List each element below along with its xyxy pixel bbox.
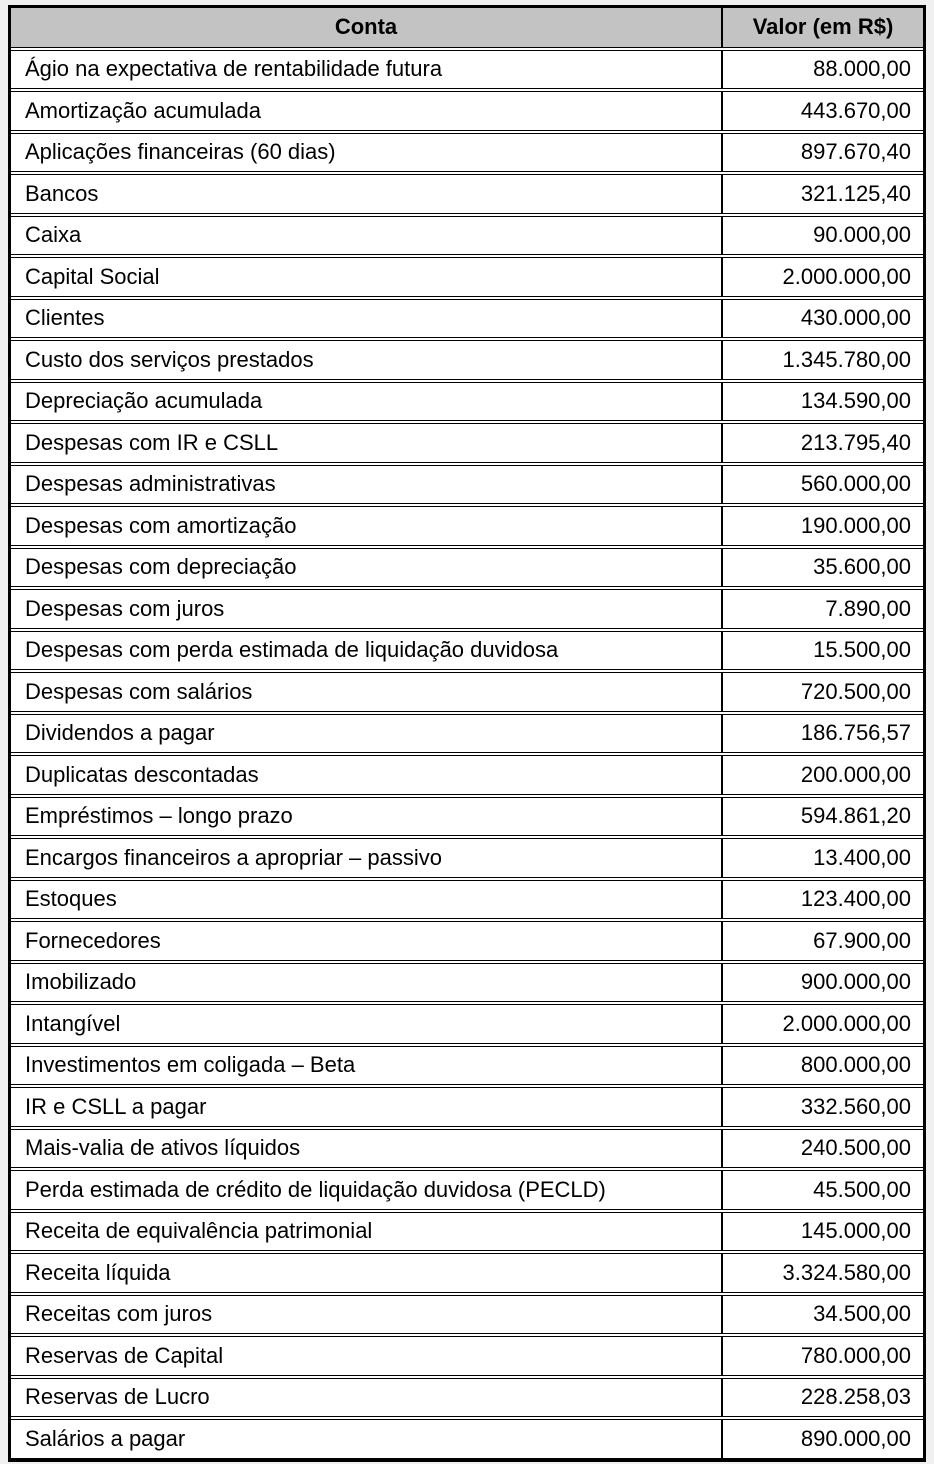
account-value-cell: 45.500,00	[813, 1176, 911, 1202]
account-name-cell: Perda estimada de crédito de liquidação duvidosa (PECLD)	[11, 1171, 723, 1209]
account-name-cell: Despesas com amortização	[11, 507, 723, 545]
account-name-cell: Aplicações financeiras (60 dias)	[11, 134, 723, 172]
account-value-cell: 430.000,00	[800, 305, 911, 331]
table-row	[11, 423, 923, 463]
account-value-cell: 134.590,00	[800, 388, 911, 414]
table-row	[11, 838, 923, 878]
table-row	[11, 1295, 923, 1335]
table-row	[11, 174, 923, 214]
account-name-cell: Custo dos serviços prestados	[11, 341, 723, 379]
account-value-cell: 13.400,00	[813, 844, 911, 870]
account-value-cell: 123.400,00	[800, 886, 911, 912]
account-name-cell: Bancos	[11, 175, 723, 213]
account-name-cell: Duplicatas descontadas	[11, 756, 723, 794]
account-value-cell: 897.670,40	[800, 139, 911, 165]
account-name-cell: Mais-valia de ativos líquidos	[11, 1130, 723, 1168]
account-value-cell: 7.890,00	[825, 595, 911, 621]
account-name-cell: Receitas com juros	[11, 1296, 723, 1334]
account-name-cell: Clientes	[11, 300, 723, 338]
account-value-cell: 720.500,00	[800, 678, 911, 704]
account-value-cell: 800.000,00	[800, 1052, 911, 1078]
table-row	[11, 1046, 923, 1086]
account-value-cell: 145.000,00	[800, 1218, 911, 1244]
account-name-cell: Despesas administrativas	[11, 466, 723, 504]
account-name-cell: Despesas com depreciação	[11, 549, 723, 587]
account-name-cell: Capital Social	[11, 258, 723, 296]
account-name-cell: Receita líquida	[11, 1254, 723, 1292]
account-name-cell: Empréstimos – longo prazo	[11, 798, 723, 836]
account-value-cell: 67.900,00	[813, 927, 911, 953]
column-header-conta: Conta	[11, 8, 723, 47]
table-row	[11, 921, 923, 961]
account-value-cell: 88.000,00	[813, 56, 911, 82]
account-value-cell: 240.500,00	[800, 1135, 911, 1161]
table-row	[11, 1212, 923, 1252]
table-row	[11, 1336, 923, 1376]
account-name-cell: IR e CSLL a pagar	[11, 1088, 723, 1126]
table-row	[11, 1170, 923, 1210]
account-value-cell: 90.000,00	[813, 222, 911, 248]
table-row	[11, 714, 923, 754]
account-name-cell: Despesas com salários	[11, 673, 723, 711]
table-row	[11, 797, 923, 837]
account-name-cell: Despesas com IR e CSLL	[11, 424, 723, 462]
table-row	[11, 1419, 923, 1459]
account-name-cell: Receita de equivalência patrimonial	[11, 1213, 723, 1251]
account-value-cell: 2.000.000,00	[782, 263, 911, 289]
account-name-cell: Salários a pagar	[11, 1420, 723, 1458]
account-value-cell: 3.324.580,00	[782, 1259, 911, 1285]
account-value-cell: 332.560,00	[800, 1093, 911, 1119]
table-row	[11, 382, 923, 422]
column-header-valor: Valor (em R$)	[752, 14, 894, 40]
account-value-cell: 190.000,00	[800, 512, 911, 538]
account-value-cell: 780.000,00	[800, 1342, 911, 1368]
account-value-cell: 560.000,00	[800, 471, 911, 497]
account-name-cell: Amortização acumulada	[11, 92, 723, 130]
table-row	[11, 548, 923, 588]
table-row	[11, 465, 923, 505]
account-name-cell: Intangível	[11, 1005, 723, 1043]
table-row	[11, 299, 923, 339]
table-header-row	[11, 8, 923, 48]
account-name-cell: Imobilizado	[11, 964, 723, 1002]
account-value-cell: 443.670,00	[800, 97, 911, 123]
account-name-cell: Caixa	[11, 217, 723, 255]
table-row	[11, 755, 923, 795]
account-value-cell: 594.861,20	[800, 803, 911, 829]
account-name-cell: Ágio na expectativa de rentabilidade futura	[11, 51, 723, 89]
account-name-cell: Investimentos em coligada – Beta	[11, 1047, 723, 1085]
table-row	[11, 963, 923, 1003]
table-row	[11, 1087, 923, 1127]
account-value-cell: 213.795,40	[800, 429, 911, 455]
table-row	[11, 672, 923, 712]
account-value-cell: 228.258,03	[800, 1384, 911, 1410]
account-value-cell: 186.756,57	[800, 720, 911, 746]
account-name-cell: Estoques	[11, 881, 723, 919]
table-row	[11, 1129, 923, 1169]
account-name-cell: Fornecedores	[11, 922, 723, 960]
table-row	[11, 631, 923, 671]
table-row	[11, 506, 923, 546]
account-name-cell: Reservas de Lucro	[11, 1379, 723, 1417]
table-row	[11, 1378, 923, 1418]
account-value-cell: 35.600,00	[813, 554, 911, 580]
account-name-cell: Encargos financeiros a apropriar – passivo	[11, 839, 723, 877]
account-value-cell: 1.345.780,00	[782, 346, 911, 372]
account-value-cell: 200.000,00	[800, 761, 911, 787]
account-value-cell: 15.500,00	[813, 637, 911, 663]
table-row	[11, 91, 923, 131]
account-name-cell: Depreciação acumulada	[11, 383, 723, 421]
account-value-cell: 890.000,00	[800, 1425, 911, 1451]
table-row	[11, 1253, 923, 1293]
account-name-cell: Despesas com juros	[11, 590, 723, 628]
table-row	[11, 133, 923, 173]
account-value-cell: 900.000,00	[800, 969, 911, 995]
account-value-cell: 34.500,00	[813, 1301, 911, 1327]
table-row	[11, 880, 923, 920]
account-name-cell: Despesas com perda estimada de liquidação duvidosa	[11, 632, 723, 670]
table-row	[11, 589, 923, 629]
table-row	[11, 216, 923, 256]
account-value-cell: 2.000.000,00	[782, 1010, 911, 1036]
table-row	[11, 257, 923, 297]
account-name-cell: Dividendos a pagar	[11, 715, 723, 753]
table-row	[11, 50, 923, 90]
table-row	[11, 1004, 923, 1044]
account-name-cell: Reservas de Capital	[11, 1337, 723, 1375]
table-row	[11, 340, 923, 380]
accounts-table	[8, 5, 926, 1462]
account-value-cell: 321.125,40	[800, 180, 911, 206]
